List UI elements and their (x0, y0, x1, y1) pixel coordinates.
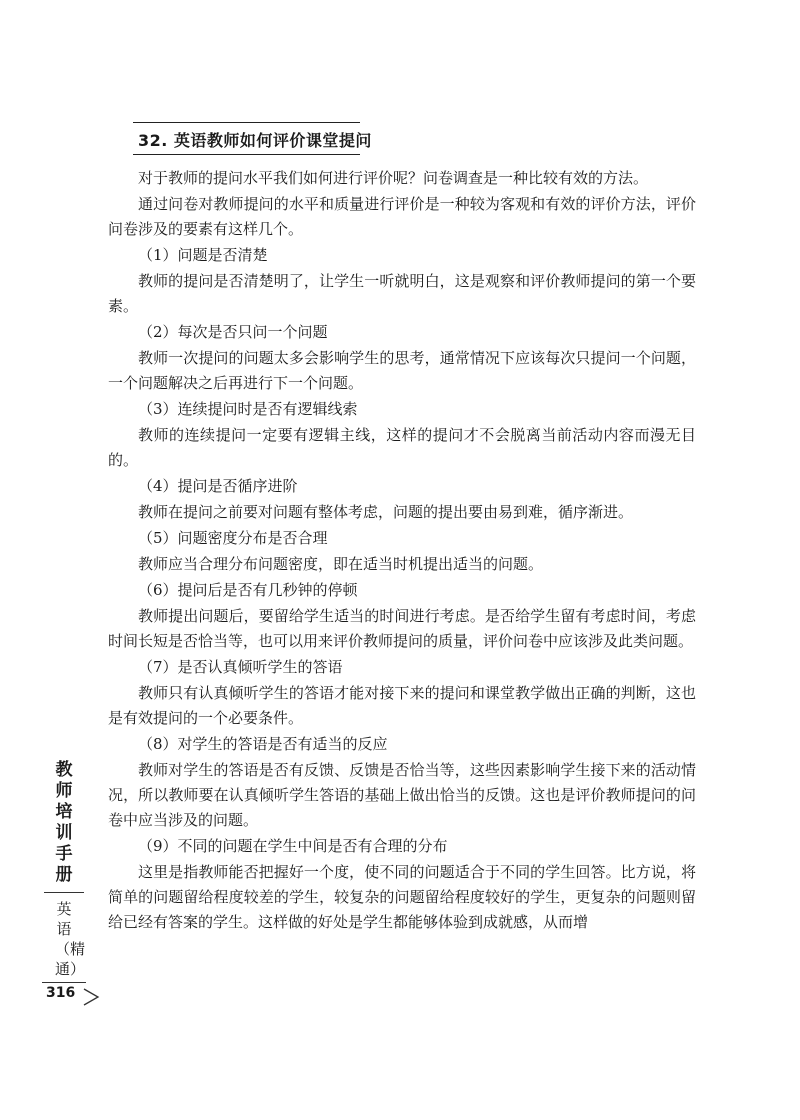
paragraph: 对于教师的提问水平我们如何进行评价呢？问卷调查是一种比较有效的方法。 (138, 169, 649, 187)
page-number-rule (42, 982, 86, 983)
side-margin-label (44, 760, 84, 1001)
page-number: 316 (46, 985, 76, 1001)
paragraph: 教师对学生的答语是否有反馈、反馈是否恰当等，这些因素影响学生接下来的活动情况，所以教师要在认真倾听学生答语的基础上做出恰当的反馈。这也是评价教师提问的问卷中应当涉及的问题。 (108, 761, 696, 829)
paragraph: 教师的连续提问一定要有逻辑主线，这样的提问才不会脱离当前活动内容而漫无目的。 (108, 426, 696, 469)
item-heading: （5）问题密度分布是否合理 (138, 529, 328, 547)
body-text (108, 166, 696, 936)
book-title: 教师培训手册 (55, 760, 73, 885)
item-heading: （8）对学生的答语是否有适当的反应 (138, 735, 388, 753)
paragraph: 教师只有认真倾听学生的答语才能对接下来的提问和课堂教学做出正确的判断，这也是有效提问的一个必要条件。 (108, 684, 696, 727)
paragraph: 教师在提问之前要对问题有整体考虑，问题的提出要由易到难，循序渐进。 (138, 503, 634, 521)
chevron-right-icon (80, 986, 102, 1008)
item-heading: （7）是否认真倾听学生的答语 (138, 658, 343, 676)
paragraph: 教师应当合理分布问题密度，即在适当时机提出适当的问题。 (138, 555, 544, 573)
item-heading: （9）不同的问题在学生中间是否有合理的分布 (138, 837, 448, 855)
paragraph: 教师的提问是否清楚明了，让学生一听就明白，这是观察和评价教师提问的第一个要素。 (108, 272, 696, 315)
paragraph: 这里是指教师能否把握好一个度，使不同的问题适合于不同的学生回答。比方说，将简单的问题留给程度较差的学生，较复杂的问题留给程度较好的学生，更复杂的问题则留给已经有答案的学生。这样做的好处是学生都能够体验到成就感，从而增 (108, 863, 696, 931)
section-heading: 32. 英语教师如何评价课堂提问 (138, 131, 372, 150)
paragraph: 教师提出问题后，要留给学生适当的时间进行考虑。是否给学生留有考虑时间，考虑时间长短是否恰当等，也可以用来评价教师提问的质量，评价问卷中应该涉及此类问题。 (108, 607, 696, 650)
heading-top-rule (133, 122, 360, 123)
paragraph: 教师一次提问的问题太多会影响学生的思考，通常情况下应该每次只提问一个问题，一个问题解决之后再进行下一个问题。 (108, 349, 696, 392)
item-heading: （6）提问后是否有几秒钟的停顿 (138, 581, 358, 599)
item-heading: （2）每次是否只问一个问题 (138, 323, 328, 341)
paragraph: 通过问卷对教师提问的水平和质量进行评价是一种较为客观和有效的评价方法，评价问卷涉及的要素有这样几个。 (108, 195, 696, 238)
item-heading: （4）提问是否循序进阶 (138, 477, 298, 495)
item-heading: （3）连续提问时是否有逻辑线索 (138, 400, 358, 418)
side-divider (44, 892, 84, 893)
heading-bottom-rule (133, 154, 360, 155)
book-subtitle: 英语（精通） (55, 900, 86, 978)
item-heading: （1）问题是否清楚 (138, 246, 268, 264)
